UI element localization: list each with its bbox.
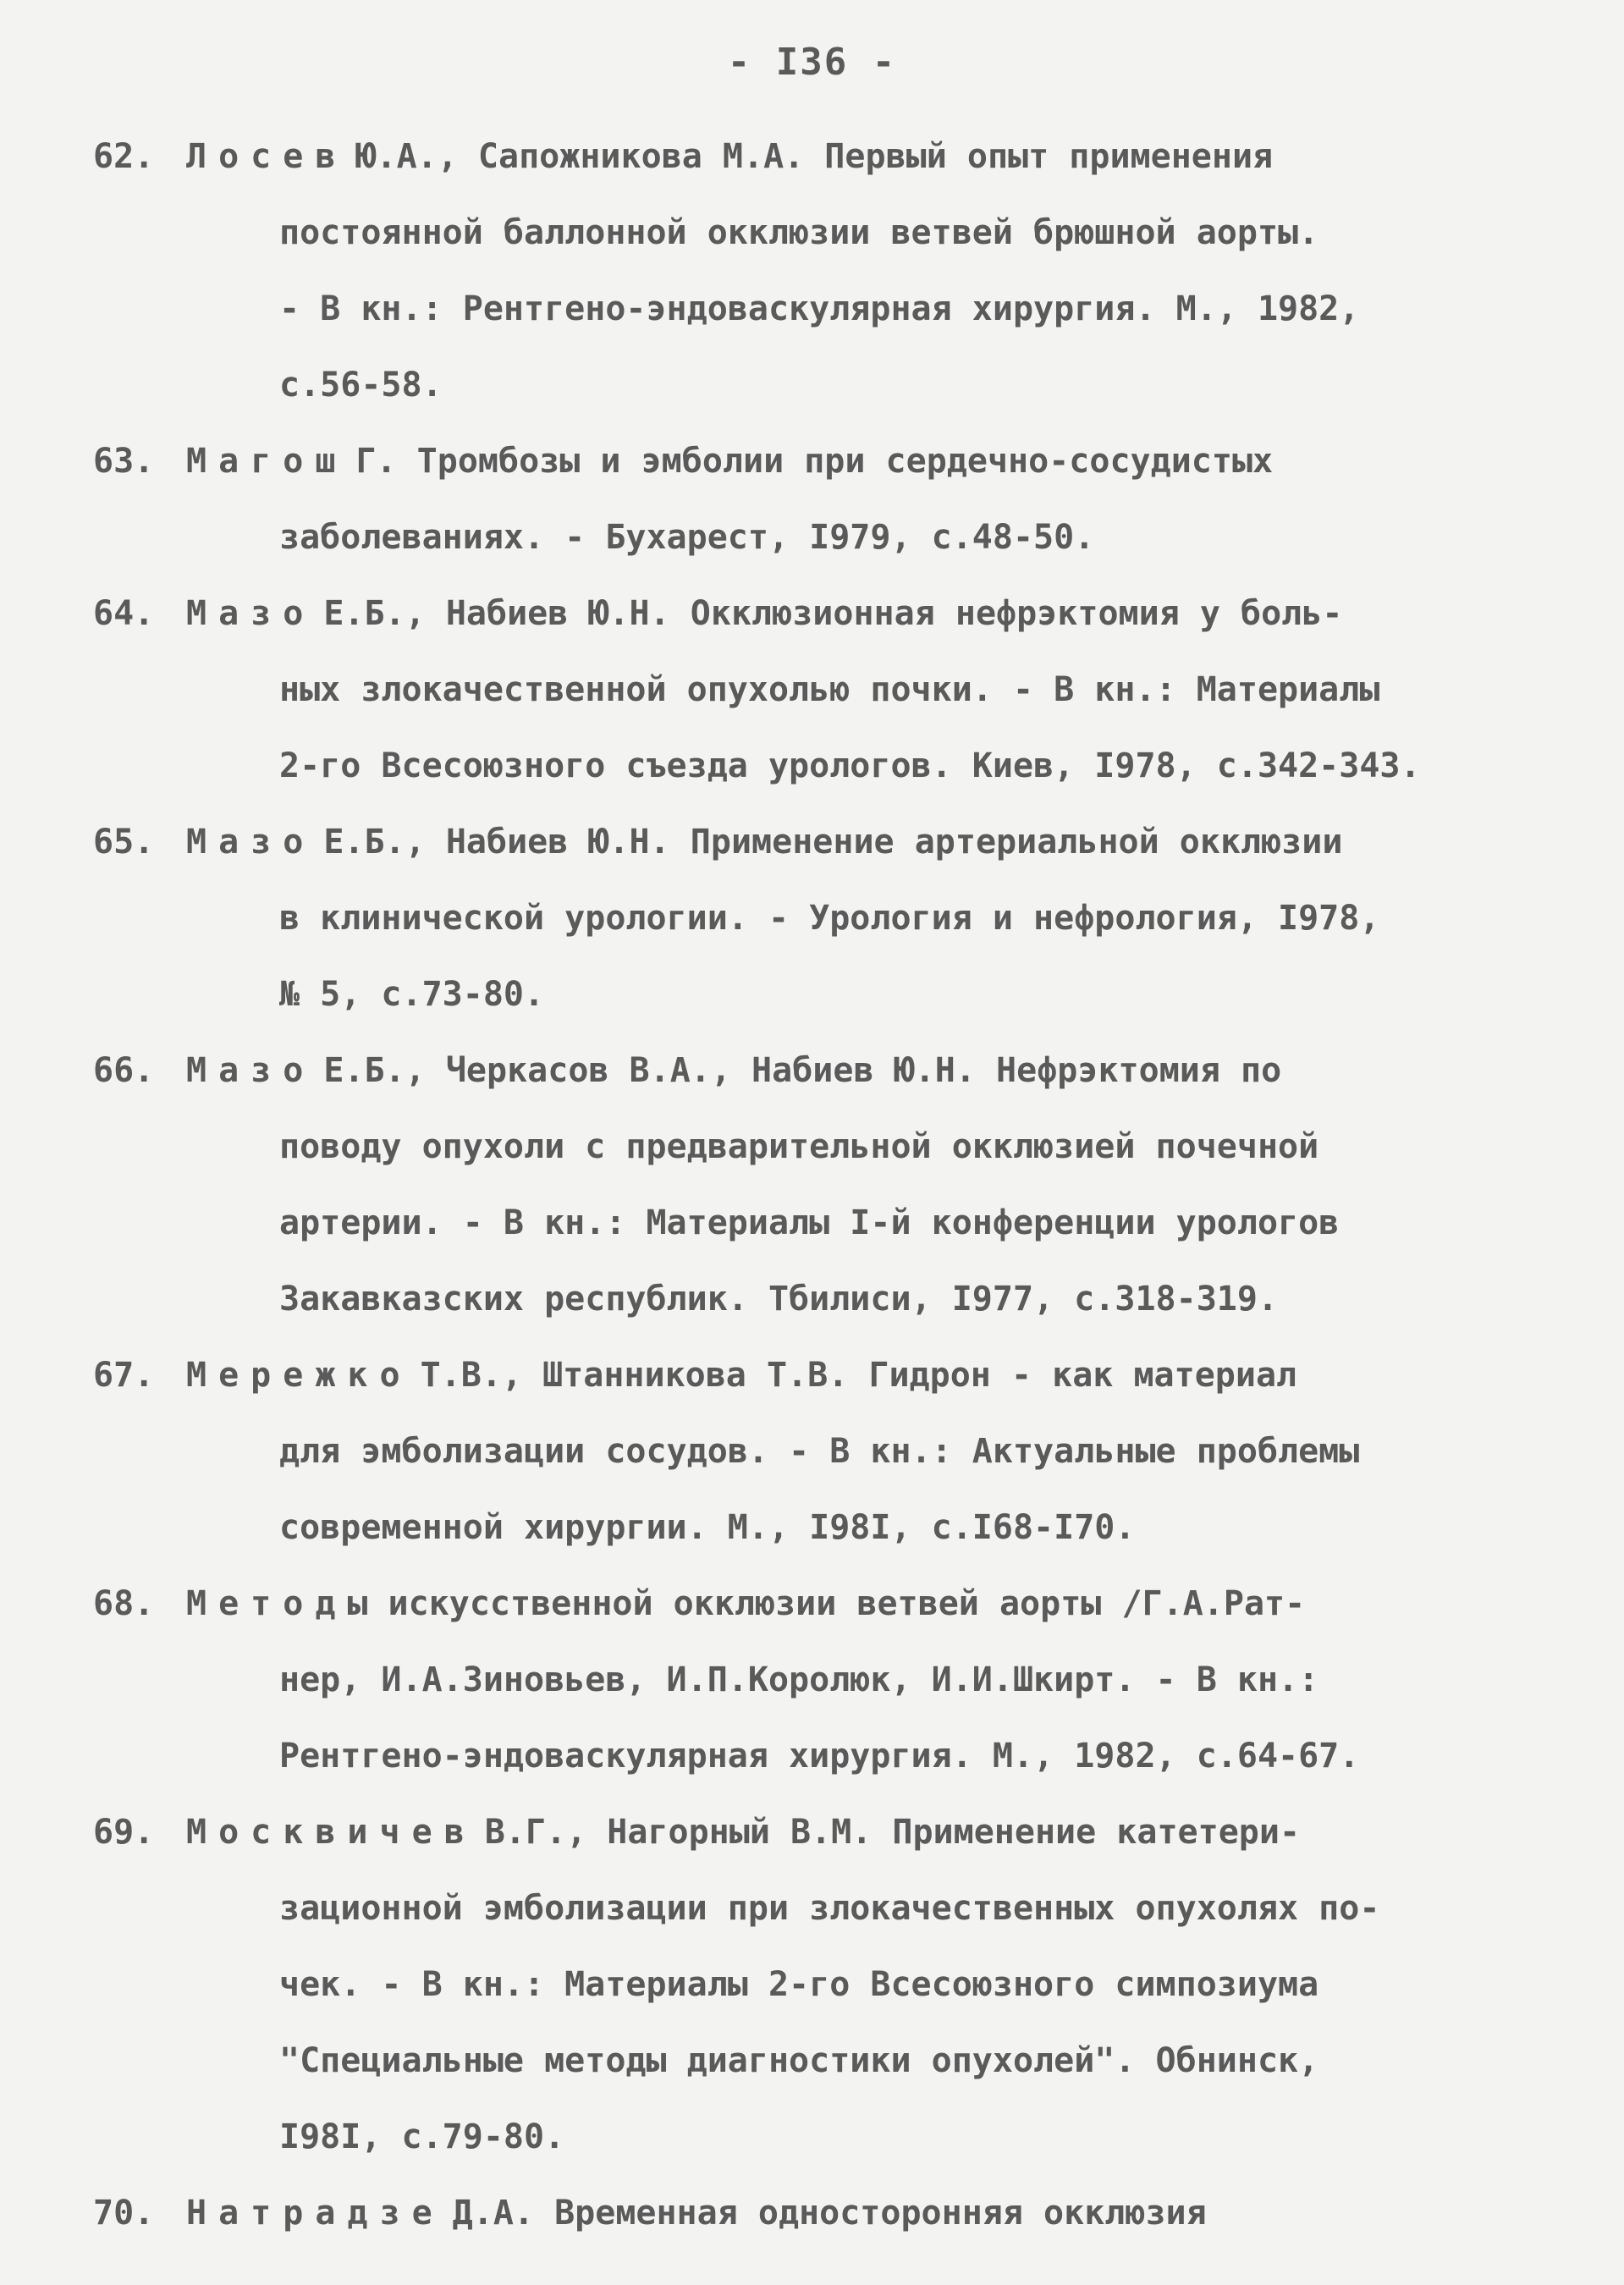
reference-author: Магош	[186, 442, 348, 481]
reference-number: 70.	[93, 2194, 155, 2233]
reference-number: 64.	[93, 594, 155, 633]
reference-number: 66.	[93, 1051, 155, 1090]
reference-first-line	[93, 804, 1566, 880]
reference-continuation-line: "Специальные методы диагностики опухолей". Обнинск,	[279, 2041, 1319, 2080]
reference-first-line	[93, 575, 1566, 652]
reference-continuation-line: ных злокачественной опухолью почки. - В кн.: Материалы	[279, 670, 1380, 709]
reference-text: Д.А. Временная односторонняя окклюзия	[452, 2194, 1207, 2233]
reference-item	[93, 2175, 1566, 2251]
reference-continuation-line: зационной эмболизации при злокачественных опухолях по-	[279, 1889, 1380, 1928]
reference-item	[93, 804, 1566, 1032]
reference-list	[93, 118, 1566, 2251]
reference-first-line	[93, 1566, 1566, 1642]
reference-continuation-line: в клинической урологии. - Урология и нефрология, I978,	[279, 899, 1380, 938]
reference-item	[93, 423, 1566, 575]
reference-continuation-line: поводу опухоли с предварительной окклюзией почечной	[279, 1127, 1319, 1166]
reference-item	[93, 1337, 1566, 1566]
reference-continuation-line: современной хирургии. М., I98I, с.I68-I70.	[279, 1508, 1136, 1547]
reference-text: Е.Б., Набиев Ю.Н. Окклюзионная нефрэктомия у боль-	[323, 594, 1343, 633]
reference-first-line	[93, 1032, 1566, 1109]
reference-text: Г. Тромбозы и эмболии при сердечно-сосудистых	[355, 442, 1274, 481]
reference-item	[93, 1566, 1566, 1794]
reference-number: 69.	[93, 1813, 155, 1852]
reference-continuation-line: для эмболизации сосудов. - В кн.: Актуальные проблемы	[279, 1432, 1360, 1471]
reference-text: Т.В., Штанникова Т.В. Гидрон - как материал	[420, 1356, 1297, 1395]
reference-first-line	[93, 118, 1566, 195]
reference-continuation-line: № 5, с.73-80.	[279, 975, 545, 1014]
reference-continuation-line: нер, И.А.Зиновьев, И.П.Королюк, И.И.Шкирт. - В кн.:	[279, 1660, 1319, 1699]
page-number: - I36 -	[727, 41, 897, 84]
reference-item	[93, 1794, 1566, 2175]
reference-continuation-line: Рентгено-эндоваскулярная хирургия. М., 1982, с.64-67.	[279, 1737, 1360, 1776]
reference-number: 67.	[93, 1356, 155, 1395]
reference-number: 68.	[93, 1584, 155, 1623]
reference-item	[93, 118, 1566, 423]
reference-continuation-line: - В кн.: Рентгено-эндоваскулярная хирургия. М., 1982,	[279, 289, 1360, 328]
reference-first-line	[93, 2175, 1566, 2251]
reference-continuation-line: постоянной баллонной окклюзии ветвей брюшной аорты.	[279, 213, 1319, 252]
reference-author: Мережко	[186, 1356, 412, 1395]
reference-text: Е.Б., Черкасов В.А., Набиев Ю.Н. Нефрэктомия по	[323, 1051, 1282, 1090]
reference-author: Натрадзе	[186, 2194, 444, 2233]
reference-text: Е.Б., Набиев Ю.Н. Применение артериальной окклюзии	[323, 823, 1343, 862]
reference-continuation-line: заболеваниях. - Бухарест, I979, с.48-50.	[279, 518, 1095, 557]
reference-author: Мазо	[186, 1051, 316, 1090]
reference-author: Лосев	[186, 137, 348, 176]
reference-author: Мазо	[186, 594, 316, 633]
reference-number: 62.	[93, 137, 155, 176]
reference-text: Ю.А., Сапожникова М.А. Первый опыт применения	[355, 137, 1274, 176]
reference-first-line	[93, 1337, 1566, 1413]
reference-number: 63.	[93, 442, 155, 481]
reference-author: Методы	[186, 1584, 380, 1623]
reference-continuation-line: чек. - В кн.: Материалы 2-го Всесоюзного симпозиума	[279, 1965, 1319, 2004]
reference-continuation-line: I98I, с.79-80.	[279, 2117, 565, 2156]
reference-continuation-line: с.56-58.	[279, 366, 443, 405]
reference-first-line	[93, 1794, 1566, 1870]
reference-text: В.Г., Нагорный В.М. Применение катетери-	[484, 1813, 1301, 1852]
reference-item	[93, 575, 1566, 804]
reference-author: Мазо	[186, 823, 316, 862]
reference-number: 65.	[93, 823, 155, 862]
reference-continuation-line: Закавказских республик. Тбилиси, I977, с.318-319.	[279, 1280, 1279, 1319]
reference-text: искусственной окклюзии ветвей аорты /Г.А.Рат-	[388, 1584, 1306, 1623]
reference-continuation-line: 2-го Всесоюзного съезда урологов. Киев, I978, с.342-343.	[279, 746, 1421, 785]
reference-first-line	[93, 423, 1566, 499]
reference-item	[93, 1032, 1566, 1337]
reference-continuation-line: артерии. - В кн.: Материалы I-й конференции урологов	[279, 1203, 1340, 1242]
reference-author: Москвичев	[186, 1813, 476, 1852]
